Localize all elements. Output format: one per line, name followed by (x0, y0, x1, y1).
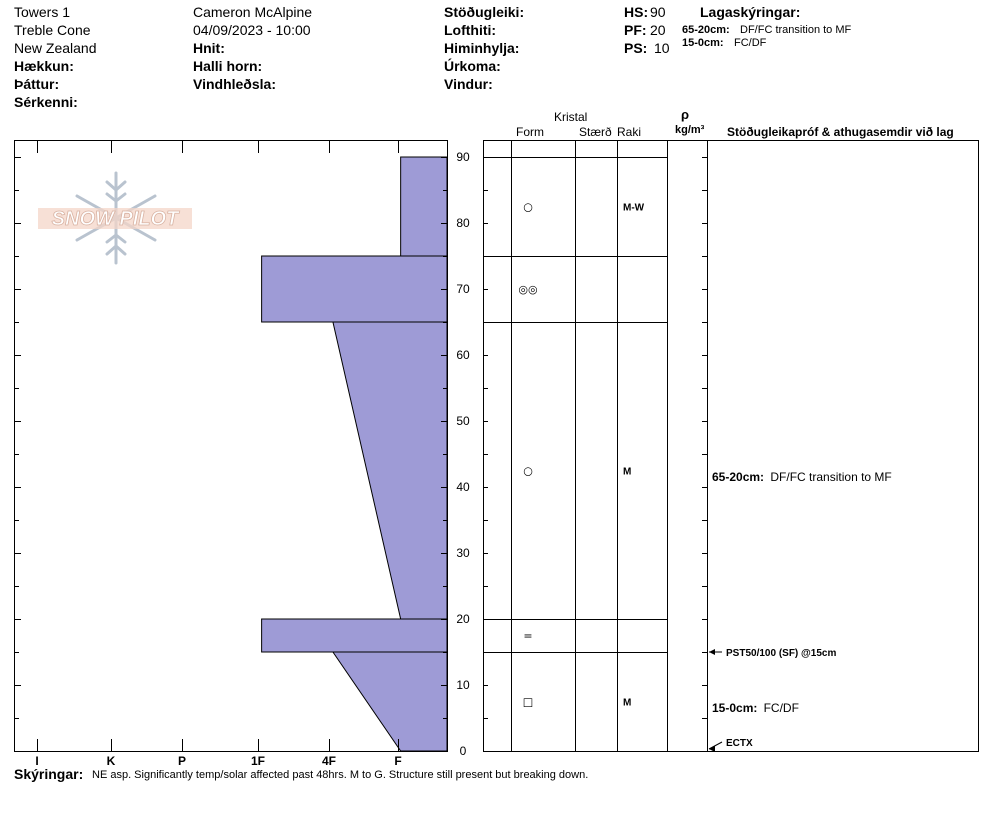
layer-comment-depth: 15-0cm: (712, 701, 758, 716)
hs-label: HS: (624, 4, 649, 20)
country-name: New Zealand (14, 40, 97, 56)
layer-note-1-depth: 65-20cm: (682, 24, 730, 36)
layer-note-1-text: DF/FC transition to MF (740, 24, 852, 36)
moisture-value: M (623, 466, 632, 478)
features-label: Sérkenni: (14, 94, 78, 110)
crystal-form-symbol: □ (522, 695, 534, 709)
snowpilot-logo (38, 173, 192, 263)
height-label: 70 (456, 282, 470, 296)
elevation-label: Hækkun: (14, 58, 74, 74)
stability-label: Stöðugleiki: (444, 4, 525, 20)
moisture-header: Raki (617, 125, 642, 139)
crystal-form-symbol: ○ (523, 464, 533, 478)
hardness-label: I (35, 754, 39, 768)
air-temp-label: Lofthiti: (444, 22, 497, 38)
height-label: 20 (456, 612, 470, 626)
hardness-layer-5 (333, 652, 447, 751)
moisture-value: M (623, 697, 632, 709)
height-label: 90 (456, 150, 470, 164)
hardness-label: K (106, 754, 116, 768)
height-label: 60 (456, 348, 470, 362)
size-header: Stærð (579, 125, 612, 139)
layer-note-2-depth: 15-0cm: (682, 37, 724, 49)
hardness-label: 1F (250, 754, 266, 768)
coords-label: Hnit: (193, 40, 225, 56)
sky-label: Himinhylja: (444, 40, 520, 56)
area-name: Treble Cone (14, 22, 91, 38)
height-label: 30 (456, 546, 470, 560)
ps-value: 10 (654, 40, 670, 56)
layer-table-frame (484, 141, 979, 752)
observer-name: Cameron McAlpine (193, 4, 313, 20)
crystal-form-symbol: ◎◎ (518, 283, 538, 296)
ps-label: PS: (624, 40, 648, 56)
hardness-layer-1 (401, 157, 447, 256)
footer-comments: NE asp. Significantly temp/solar affected past 48hrs. M to G. Structure still present but breaking down. (92, 769, 589, 781)
moisture-value: M-W (623, 202, 645, 214)
hardness-label: 4F (321, 754, 337, 768)
density-symbol: ρ (681, 107, 690, 122)
wind-loading-label: Vindhleðsla: (193, 76, 276, 92)
height-label: 0 (459, 744, 467, 758)
slope-label: Halli horn: (193, 58, 263, 74)
footer-label: Skýringar: (14, 766, 84, 782)
location-name: Towers 1 (14, 4, 71, 20)
precip-label: Úrkoma: (444, 58, 501, 74)
layer-note-2-text: FC/DF (734, 37, 767, 49)
hardness-label: P (177, 754, 187, 768)
height-label: 40 (456, 480, 470, 494)
stability-test-result: PST50/100 (SF) @15cm (726, 648, 837, 659)
crystal-header: Kristal (554, 110, 588, 124)
height-label: 50 (456, 414, 470, 428)
stability-test-result: ECTX (726, 738, 753, 749)
wind-label: Vindur: (444, 76, 493, 92)
hardness-layer-2 (262, 256, 447, 322)
pf-value: 20 (650, 22, 666, 38)
crystal-form-symbol: = (523, 629, 533, 643)
observation-datetime: 04/09/2023 - 10:00 (193, 22, 311, 38)
test-arrow-head (709, 649, 715, 655)
hardness-layer-4 (262, 619, 447, 652)
aspect-label: Þáttur: (14, 76, 60, 92)
logo-text: SNOW PILOT (51, 208, 179, 230)
layer-comment-text: DF/FC transition to MF (770, 470, 892, 485)
layer-notes-title: Lagaskýringar: (700, 4, 801, 20)
test-arrow-line (709, 742, 722, 749)
hardness-label: F (394, 754, 402, 768)
tests-header: Stöðugleikapróf & athugasemdir við lag (727, 125, 954, 139)
hs-value: 90 (650, 4, 666, 20)
form-header: Form (516, 125, 544, 139)
hardness-layer-3 (333, 322, 447, 619)
layer-comment-text: FC/DF (763, 701, 799, 716)
density-unit: kg/m³ (675, 124, 705, 136)
pf-label: PF: (624, 22, 647, 38)
crystal-form-symbol: ○ (523, 200, 533, 214)
height-label: 10 (456, 678, 470, 692)
layer-comment-depth: 65-20cm: (712, 470, 765, 485)
height-label: 80 (456, 216, 470, 230)
